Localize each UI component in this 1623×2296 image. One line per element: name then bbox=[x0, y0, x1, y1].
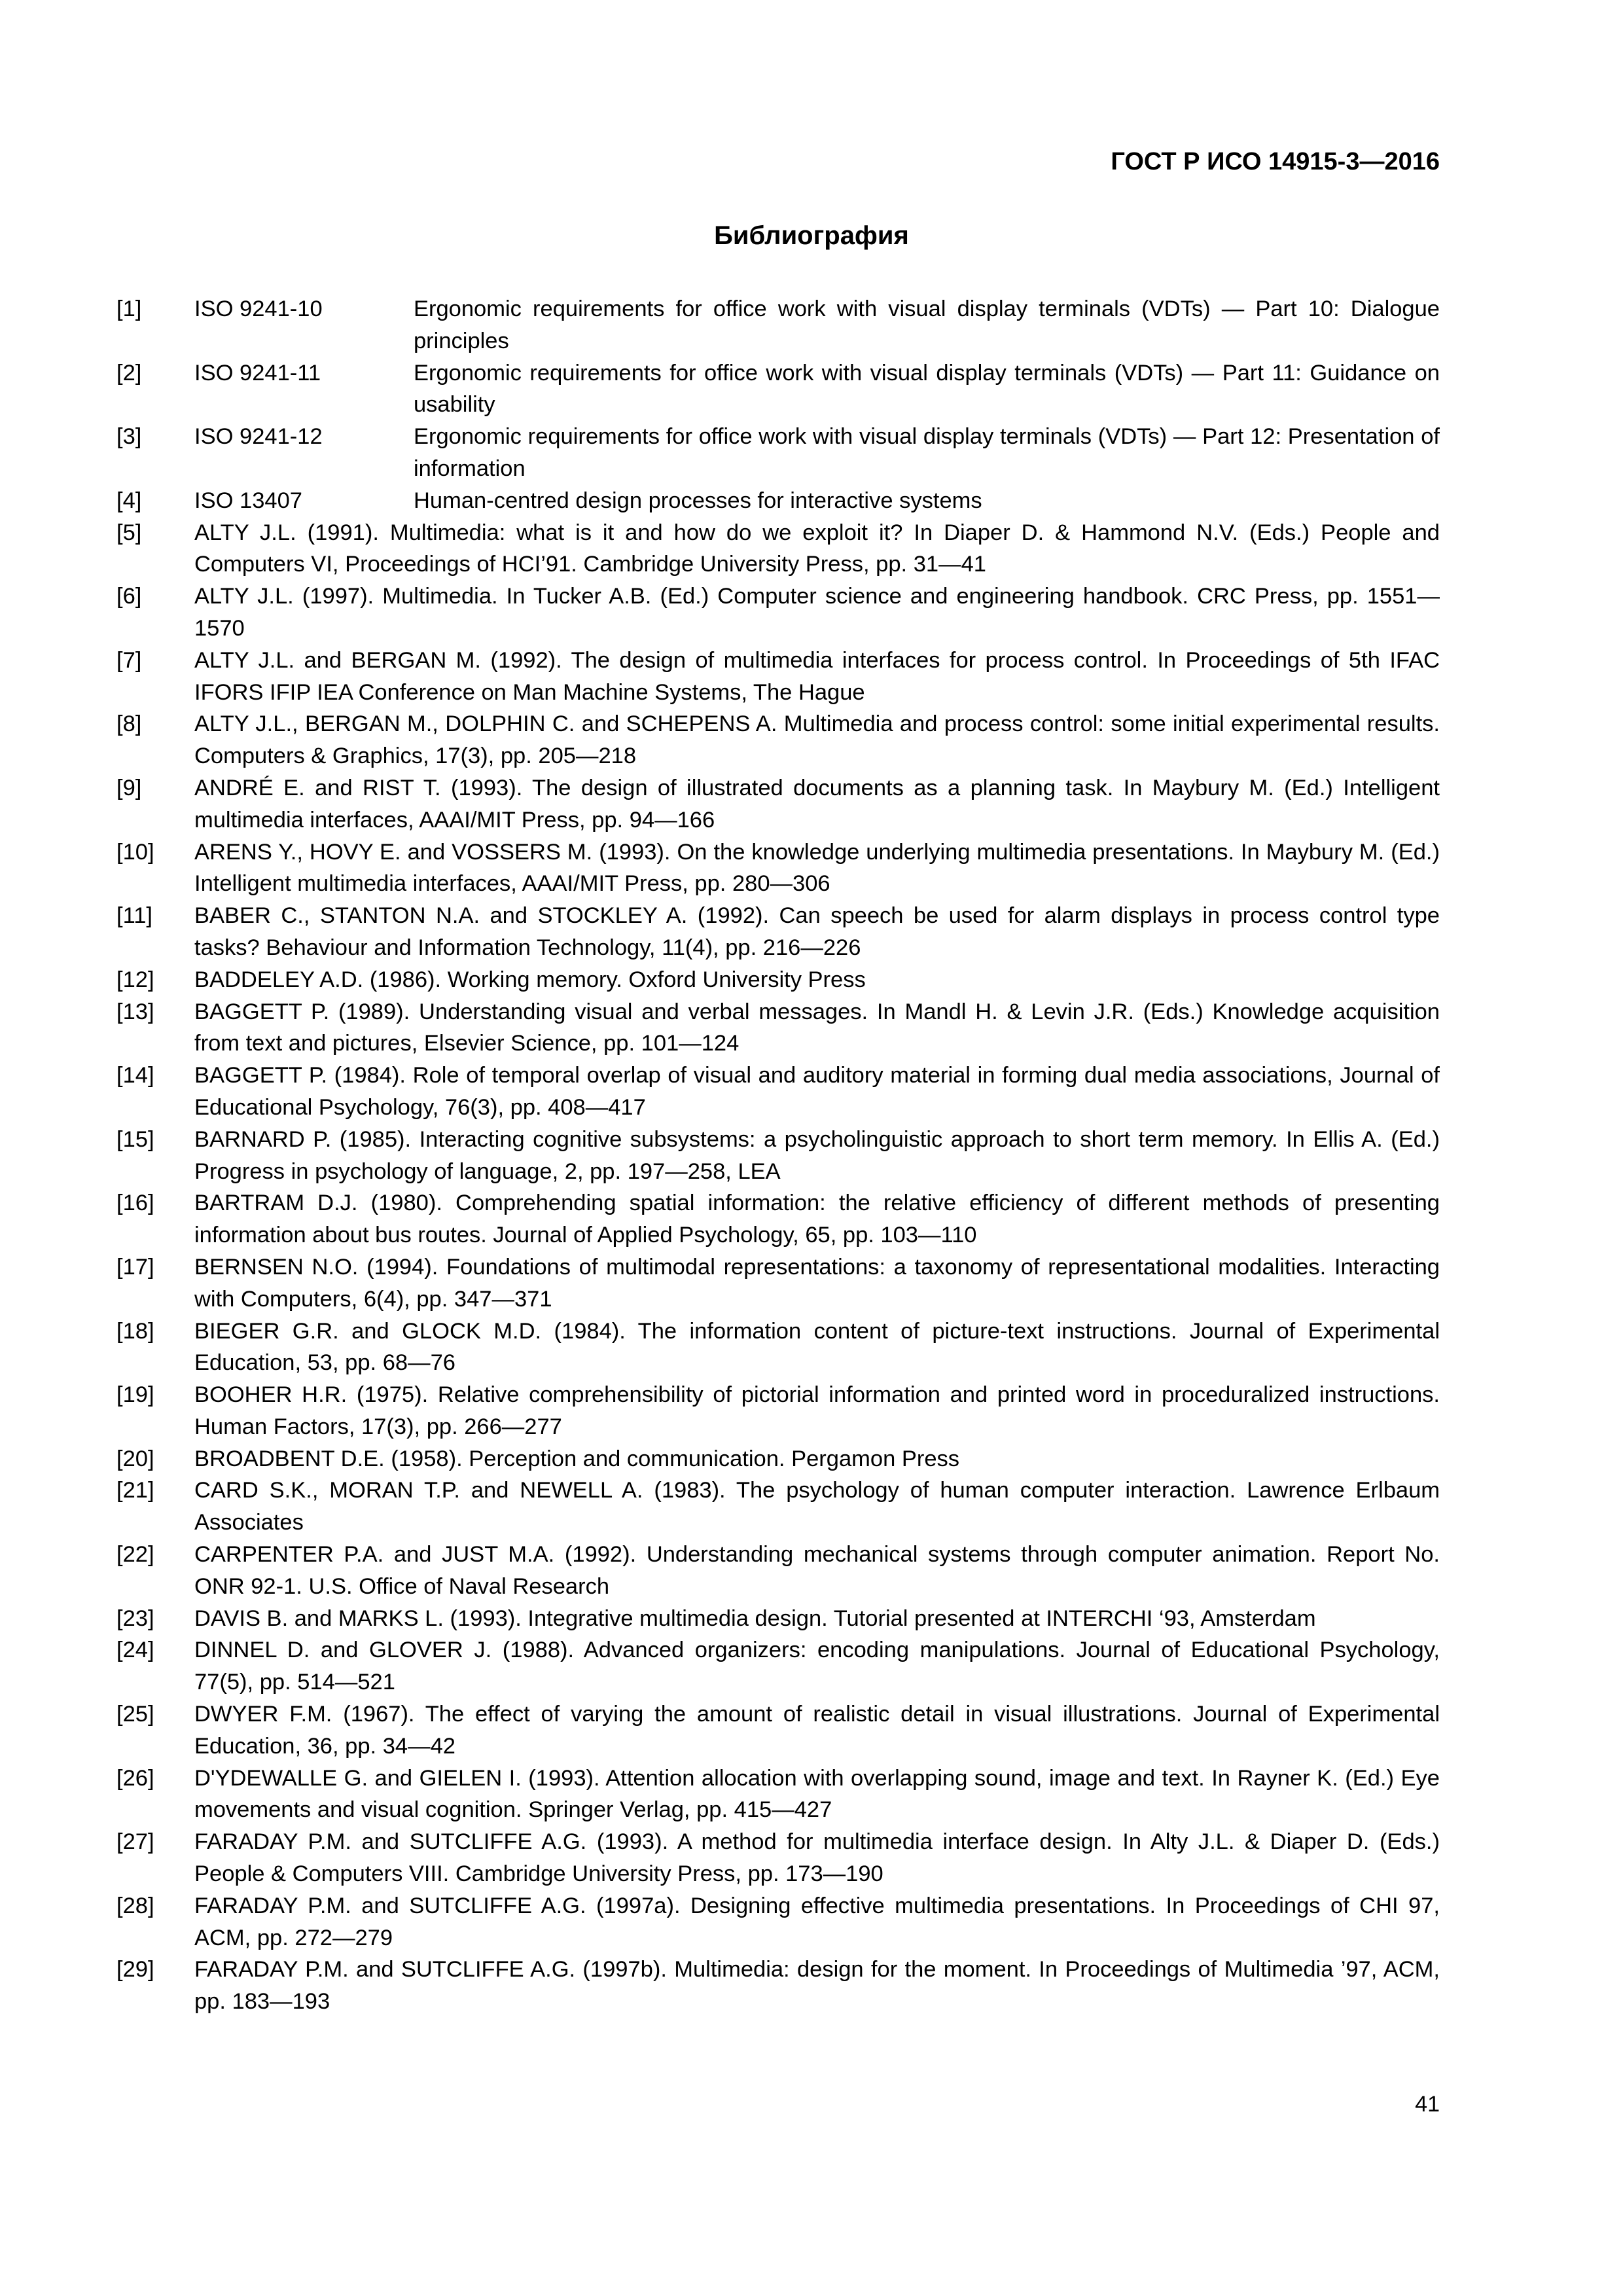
bibliography-entry bbox=[116, 996, 1440, 1060]
entry-number: [5] bbox=[116, 520, 142, 545]
entry-number: [26] bbox=[116, 1765, 154, 1791]
entry-number: [2] bbox=[116, 360, 142, 386]
entry-text: ARENS Y., HOVY E. and VOSSERS M. (1993). On the knowledge underlying multimedia presentations. In Maybury M. (Ed.) Intelligent multimedia interfaces, AAAI/MIT Press, pp. 280—306 bbox=[194, 839, 1440, 897]
bibliography-entry bbox=[116, 708, 1440, 772]
entry-number: [27] bbox=[116, 1829, 154, 1855]
bibliography-entry bbox=[116, 772, 1440, 836]
bibliography-entry bbox=[116, 1124, 1440, 1188]
entry-number: [12] bbox=[116, 967, 154, 992]
bibliography-entry bbox=[116, 1060, 1440, 1124]
entry-text: BARNARD P. (1985). Interacting cognitive subsystems: a psycholinguistic approach to short term memory. In Ellis A. (Ed.) Progress in psychology of language, 2, pp. 197—258, LEA bbox=[194, 1126, 1440, 1184]
bibliography-entry bbox=[116, 1443, 1440, 1475]
entry-number: [15] bbox=[116, 1126, 154, 1152]
bibliography-entry bbox=[116, 1603, 1440, 1635]
entry-text: BABER C., STANTON N.A. and STOCKLEY A. (1992). Can speech be used for alarm displays in process control type tasks? Behaviour and Information Technology, 11(4), pp. 216—226 bbox=[194, 903, 1440, 960]
entry-text: BADDELEY A.D. (1986). Working memory. Oxford University Press bbox=[194, 967, 866, 992]
entry-number: [14] bbox=[116, 1063, 154, 1088]
entry-number: [25] bbox=[116, 1702, 154, 1727]
entry-number: [11] bbox=[116, 903, 152, 929]
bibliography-entry bbox=[116, 1890, 1440, 1954]
entry-text: Ergonomic requirements for office work with visual display terminals (VDTs) — Part 11: Guidance on usability bbox=[414, 360, 1440, 418]
page-title: Библиография bbox=[714, 221, 909, 250]
bibliography-entry bbox=[116, 900, 1440, 964]
entry-number: [16] bbox=[116, 1191, 154, 1216]
entry-standard-code: ISO 9241-11 bbox=[194, 360, 321, 386]
bibliography-list bbox=[116, 293, 1440, 2018]
bibliography-entry bbox=[116, 964, 1440, 996]
entry-standard-code: ISO 9241-10 bbox=[194, 296, 323, 321]
bibliography-entry bbox=[116, 1187, 1440, 1251]
bibliography-entry bbox=[116, 357, 1440, 422]
entry-text: Ergonomic requirements for office work with visual display terminals (VDTs) — Part 10: Dialogue principles bbox=[414, 296, 1440, 353]
entry-text: BAGGETT P. (1984). Role of temporal overlap of visual and auditory material in forming dual media associations, Journal of Educational Psychology, 76(3), pp. 408—417 bbox=[194, 1063, 1440, 1120]
entry-number: [1] bbox=[116, 296, 142, 321]
entry-text: D'YDEWALLE G. and GIELEN I. (1993). Attention allocation with overlapping sound, image and text. In Rayner K. (Ed.) Eye movements and visual cognition. Springer Verlag, pp. 415—427 bbox=[194, 1765, 1440, 1823]
entry-text: Ergonomic requirements for office work with visual display terminals (VDTs) — Part 12: Presentation of information bbox=[414, 424, 1440, 481]
entry-number: [3] bbox=[116, 424, 142, 450]
entry-number: [17] bbox=[116, 1254, 154, 1280]
entry-text: ANDRÉ E. and RIST T. (1993). The design of illustrated documents as a planning task. In Maybury M. (Ed.) Intelligent multimedia interfaces, AAAI/MIT Press, pp. 94—166 bbox=[194, 775, 1440, 833]
entry-text: BERNSEN N.O. (1994). Foundations of multimodal representations: a taxonomy of representational modalities. Interacting with Computers, 6(4), pp. 347—371 bbox=[194, 1254, 1440, 1312]
entry-number: [7] bbox=[116, 647, 142, 673]
bibliography-entry bbox=[116, 1763, 1440, 1827]
entry-text: CARPENTER P.A. and JUST M.A. (1992). Understanding mechanical systems through computer animation. Report No. ONR 92-1. U.S. Office of Naval Research bbox=[194, 1542, 1440, 1599]
bibliography-entry bbox=[116, 1826, 1440, 1890]
entry-text: DINNEL D. and GLOVER J. (1988). Advanced organizers: encoding manipulations. Journal of Educational Psychology, 77(5), pp. 514—521 bbox=[194, 1638, 1440, 1695]
bibliography-entry bbox=[116, 1698, 1440, 1763]
entry-number: [6] bbox=[116, 584, 142, 609]
entry-text: ALTY J.L. (1997). Multimedia. In Tucker A.B. (Ed.) Computer science and engineering handbook. CRC Press, pp. 1551—1570 bbox=[194, 584, 1440, 641]
entry-text: BARTRAM D.J. (1980). Comprehending spatial information: the relative efficiency of different methods of presenting information about bus routes. Journal of Applied Psychology, 65, pp. 103—110 bbox=[194, 1191, 1440, 1248]
bibliography-entry bbox=[116, 1539, 1440, 1603]
entry-text: Human-centred design processes for interactive systems bbox=[414, 488, 982, 513]
entry-number: [10] bbox=[116, 839, 154, 865]
entry-number: [22] bbox=[116, 1542, 154, 1568]
entry-text: FARADAY P.M. and SUTCLIFFE A.G. (1997b). Multimedia: design for the moment. In Proceedings of Multimedia ’97, ACM, pp. 183—193 bbox=[194, 1957, 1440, 2015]
entry-standard-code: ISO 9241-12 bbox=[194, 424, 323, 450]
entry-number: [9] bbox=[116, 775, 142, 800]
entry-number: [4] bbox=[116, 488, 142, 513]
entry-number: [21] bbox=[116, 1478, 154, 1503]
entry-text: DWYER F.M. (1967). The effect of varying the amount of realistic detail in visual illustrations. Journal of Experimental Education, 36, pp. 34—42 bbox=[194, 1702, 1440, 1759]
bibliography-entry bbox=[116, 1316, 1440, 1380]
bibliography-entry bbox=[116, 1475, 1440, 1539]
bibliography-entry bbox=[116, 517, 1440, 581]
entry-standard-code: ISO 13407 bbox=[194, 488, 302, 513]
entry-text: FARADAY P.M. and SUTCLIFFE A.G. (1993). A method for multimedia interface design. In Alty J.L. & Diaper D. (Eds.) People & Computers VIII. Cambridge University Press, pp. 173—190 bbox=[194, 1829, 1440, 1887]
entry-number: [19] bbox=[116, 1382, 154, 1408]
entry-text: BROADBENT D.E. (1958). Perception and communication. Pergamon Press bbox=[194, 1446, 960, 1471]
entry-text: ALTY J.L. and BERGAN M. (1992). The design of multimedia interfaces for process control. In Proceedings of 5th IFAC IFORS IFIP IEA Conference on Man Machine Systems, The Hague bbox=[194, 647, 1440, 705]
page-number: 41 bbox=[1415, 2092, 1440, 2117]
bibliography-entry bbox=[116, 421, 1440, 485]
bibliography-entry bbox=[116, 645, 1440, 709]
entry-text: CARD S.K., MORAN T.P. and NEWELL A. (1983). The psychology of human computer interaction. Lawrence Erlbaum Associates bbox=[194, 1478, 1440, 1535]
bibliography-entry bbox=[116, 581, 1440, 645]
entry-text: BIEGER G.R. and GLOCK M.D. (1984). The information content of picture-text instructions. Journal of Experimental Education, 53, pp. 68—76 bbox=[194, 1318, 1440, 1376]
entry-text: ALTY J.L., BERGAN M., DOLPHIN C. and SCHEPENS A. Multimedia and process control: some initial experimental results. Computers & Graphics, 17(3), pp. 205—218 bbox=[194, 711, 1440, 769]
entry-number: [24] bbox=[116, 1638, 154, 1663]
entry-number: [23] bbox=[116, 1605, 154, 1631]
entry-number: [20] bbox=[116, 1446, 154, 1471]
entry-text: FARADAY P.M. and SUTCLIFFE A.G. (1997a). Designing effective multimedia presentations. In Proceedings of CHI 97, ACM, pp. 272—279 bbox=[194, 1893, 1440, 1950]
bibliography-entry bbox=[116, 1634, 1440, 1698]
bibliography-entry bbox=[116, 1379, 1440, 1443]
bibliography-entry bbox=[116, 1954, 1440, 2018]
entry-text: BAGGETT P. (1989). Understanding visual and verbal messages. In Mandl H. & Levin J.R. (Eds.) Knowledge acquisition from text and pictures, Elsevier Science, pp. 101—124 bbox=[194, 999, 1440, 1056]
entry-number: [13] bbox=[116, 999, 154, 1024]
document-header-standard: ГОСТ Р ИСО 14915-3—2016 bbox=[1111, 148, 1440, 175]
entry-text: ALTY J.L. (1991). Multimedia: what is it and how do we exploit it? In Diaper D. & Hammond N.V. (Eds.) People and Computers VI, Proceedings of HCI’91. Cambridge University Press, pp. 31—41 bbox=[194, 520, 1440, 577]
entry-text: DAVIS B. and MARKS L. (1993). Integrative multimedia design. Tutorial presented at INTERCHI ‘93, Amsterdam bbox=[194, 1605, 1316, 1631]
bibliography-entry bbox=[116, 836, 1440, 901]
entry-number: [28] bbox=[116, 1893, 154, 1918]
entry-text: BOOHER H.R. (1975). Relative comprehensibility of pictorial information and printed word in proceduralized instructions. Human Factors, 17(3), pp. 266—277 bbox=[194, 1382, 1440, 1439]
bibliography-entry bbox=[116, 485, 1440, 517]
entry-number: [29] bbox=[116, 1957, 154, 1982]
entry-number: [8] bbox=[116, 711, 142, 737]
bibliography-entry bbox=[116, 293, 1440, 357]
bibliography-entry bbox=[116, 1251, 1440, 1316]
entry-number: [18] bbox=[116, 1318, 154, 1344]
